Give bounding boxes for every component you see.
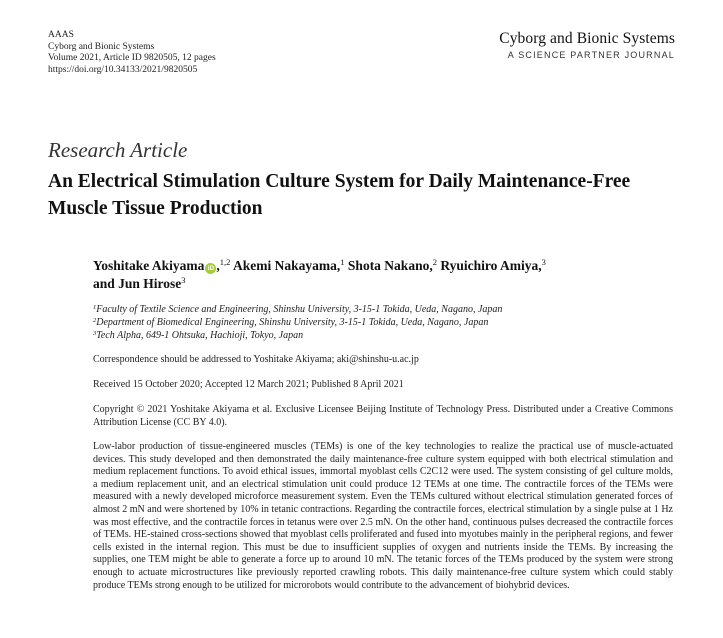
author-name: Shota Nakano, <box>347 258 433 273</box>
article-title: An Electrical Stimulation Culture System for Daily Maintenance-Free Muscle Tissue Production <box>48 171 631 219</box>
abstract: Low-labor production of tissue-engineered muscles (TEMs) is one of the key technologies to realize the practical use of muscle-actuated devices. This study developed and then demonstrated the daily maintenance-free culture system equipped with both electrical stimulation and medium replacement functions. To avoid ethical issues, immortal myoblast cells C2C12 were used. The system consisting of gel culture molds, a medium replacement unit, and an electrical stimulation unit could produce 12 TEMs at one time. The contractile forces of the TEMs were measured with a newly developed microforce measurement system. Even the TEMs cultured without electrical stimulation generated forces of almost 2 mN and were shortened by 10% in tetanic contractions. Regarding the contractile forces, electrical stimulation by a single pulse at 1 Hz was most effective, and the contractile forces in tetanus were over 2.5 mN. On the other hand, continuous pulses decreased the contractile forces of TEMs. HE-stained cross-sections showed that myoblast cells proliferated and fused into myotubes mainly in the peripheral regions, and fewer cells existed in the internal region. This must be due to insufficient supplies of oxygen and nutrients inside the TEMs. By increasing the supplies, one TEM might be able to generate a force up to around 10 mN. The tetanic forces of the TEMs produced by the system were strong enough to actuate microstructures like previously reported crawling robots. This daily maintenance-free culture system which could stably produce TEMs strong enough to be utilized for microrobots would contribute to the advancement of biohybrid devices. <box>93 441 673 591</box>
author-affiliation-mark: 3 <box>181 275 186 285</box>
author-affiliation-mark: 3 <box>541 257 546 267</box>
author-list: Yoshitake Akiyama iD ,$^{1,2}$ Akemi Nakayama,$^1$ Shota Nakano,$^2$ Ryuichiro Amiya,$^3$ and Jun Hirose$^3$ <box>93 257 546 291</box>
publication-dates: Received 15 October 2020; Accepted 12 March 2021; Published 8 April 2021 <box>93 379 404 390</box>
journal-brand <box>499 30 675 60</box>
copyright-notice: Copyright © 2021 Yoshitake Akiyama et al. Exclusive Licensee Beijing Institute of Technology Press. Distributed under a Creative Commons Attribution License (CC BY 4.0). <box>93 404 673 428</box>
affiliation-line: $^2$Department of Biomedical Engineering, Shinshu University, 3-15-1 Tokida, Ueda, Nagano, Japan <box>93 317 489 328</box>
author-name: and Jun Hirose <box>93 276 182 291</box>
publisher-line: AAAS <box>48 30 74 40</box>
volume-line: Volume 2021, Article ID 9820505, 12 pages <box>48 53 216 63</box>
orcid-icon[interactable]: iD <box>205 263 216 274</box>
doi-link[interactable]: https://doi.org/10.34133/2021/9820505 <box>48 64 198 75</box>
author-affiliation-mark: 2 <box>432 257 437 267</box>
article-metadata <box>48 30 216 76</box>
journal-title: Cyborg and Bionic Systems <box>499 30 675 47</box>
author-name: Ryuichiro Amiya, <box>440 258 542 273</box>
author-affiliation-mark: 1 <box>340 257 345 267</box>
affiliations <box>93 303 502 342</box>
author-name: Akemi Nakayama, <box>233 258 341 273</box>
author-name: Yoshitake Akiyama <box>93 258 205 273</box>
affiliation-line: $^3$Tech Alpha, 649-1 Ohtsuka, Hachioji, Tokyo, Japan <box>93 330 304 341</box>
article-type: Research Article <box>48 138 188 162</box>
author-affiliation-mark: 1,2 <box>219 257 231 267</box>
affiliation-line: $^1$Faculty of Textile Science and Engineering, Shinshu University, 3-15-1 Tokida, Ueda, Nagano, Japan <box>93 304 503 315</box>
journal-line: Cyborg and Bionic Systems <box>48 41 155 52</box>
correspondence: Correspondence should be addressed to Yoshitake Akiyama; aki@shinshu-u.ac.jp <box>93 354 419 365</box>
journal-subtitle: A SCIENCE PARTNER JOURNAL <box>507 50 675 60</box>
